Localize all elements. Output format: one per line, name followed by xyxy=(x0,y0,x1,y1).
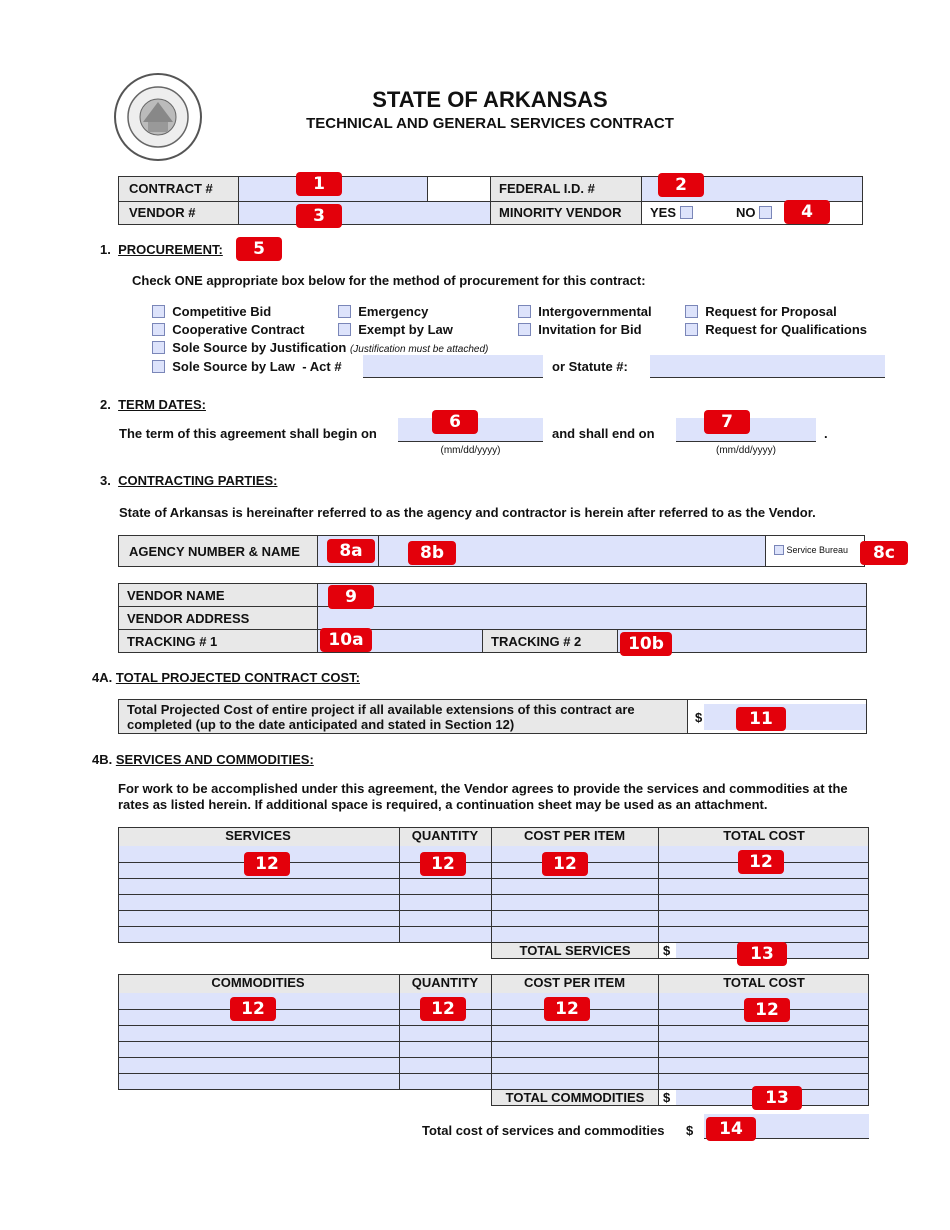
cost-per-item-col-header: COST PER ITEM xyxy=(523,975,626,990)
statute-label: or Statute #: xyxy=(552,359,628,374)
badge-14: 14 xyxy=(706,1117,756,1141)
cost-title: TOTAL PROJECTED CONTRACT COST: xyxy=(115,670,360,685)
option-invitation-for-bid[interactable] xyxy=(518,322,642,337)
grand-total-label: Total cost of services and commodities xyxy=(422,1123,665,1138)
grand-total-dollar: $ xyxy=(686,1123,694,1138)
option-competitive-bid[interactable] xyxy=(152,304,271,319)
option-label: Request for Proposal xyxy=(705,304,837,319)
checkbox[interactable] xyxy=(338,323,351,336)
badge-8b: 8b xyxy=(408,541,456,565)
quantity-col-header: QUANTITY xyxy=(411,828,479,843)
badge-13-commodities: 13 xyxy=(752,1086,802,1110)
badge-12-commodities-cost: 12 xyxy=(544,997,590,1021)
option-label: Sole Source by Justification xyxy=(172,340,347,355)
badge-8c: 8c xyxy=(860,541,908,565)
badge-9: 9 xyxy=(328,585,374,609)
projected-cost-label xyxy=(118,699,688,734)
vendor-name-field[interactable] xyxy=(317,583,867,607)
option-label: Sole Source by Law xyxy=(172,359,296,374)
option-label: Exempt by Law xyxy=(358,322,453,337)
checkbox[interactable] xyxy=(152,323,165,336)
badge-2: 2 xyxy=(658,173,704,197)
contract-label: CONTRACT # xyxy=(118,176,239,202)
service-bureau-option[interactable] xyxy=(774,545,848,555)
option-label: Competitive Bid xyxy=(172,304,272,319)
page-title: STATE OF ARKANSAS xyxy=(372,87,608,112)
services-text-2: rates as listed herein. If additional space is required, a continuation sheet may be used as an attachment. xyxy=(118,797,768,812)
total-cost-col-header: TOTAL COST xyxy=(723,828,805,843)
term-period: . xyxy=(824,426,828,441)
service-bureau-checkbox[interactable] xyxy=(774,545,784,555)
vendor-address-label: VENDOR ADDRESS xyxy=(118,606,318,630)
badge-5: 5 xyxy=(236,237,282,261)
badge-12-services-cost: 12 xyxy=(542,852,588,876)
vendor-number-field[interactable] xyxy=(238,201,491,225)
end-date-hint: (mm/dd/yyyy) xyxy=(716,445,776,456)
badge-8a: 8a xyxy=(327,539,375,563)
tracking2-label: TRACKING # 2 xyxy=(482,629,618,653)
total-commodities-dollar: $ xyxy=(663,1090,671,1105)
total-services-label: TOTAL SERVICES xyxy=(492,943,658,959)
badge-12-services-qty: 12 xyxy=(420,852,466,876)
total-services-dollar: $ xyxy=(663,943,671,958)
term-number: 2. xyxy=(100,397,111,412)
services-title: SERVICES AND COMMODITIES: xyxy=(115,752,314,767)
term-title: TERM DATES: xyxy=(118,397,206,412)
act-number-field[interactable] xyxy=(363,355,543,378)
services-table xyxy=(118,827,869,959)
badge-6: 6 xyxy=(432,410,478,434)
checkbox[interactable] xyxy=(152,305,165,318)
vendor-name-label: VENDOR NAME xyxy=(118,583,318,607)
minority-vendor-label: MINORITY VENDOR xyxy=(490,201,642,225)
vendor-number-label: VENDOR # xyxy=(118,201,239,225)
term-heading xyxy=(100,397,206,412)
services-text-1: For work to be accomplished under this agreement, the Vendor agrees to provide the services and commodities at the xyxy=(118,781,848,796)
procurement-instruction: Check ONE appropriate box below for the method of procurement for this contract: xyxy=(132,273,646,288)
no-label: NO xyxy=(736,205,756,220)
badge-13-services: 13 xyxy=(737,942,787,966)
option-emergency[interactable] xyxy=(338,304,428,319)
badge-1: 1 xyxy=(296,172,342,196)
badge-12-services-total: 12 xyxy=(738,850,784,874)
badge-12-commodities-qty: 12 xyxy=(420,997,466,1021)
procurement-number: 1. xyxy=(100,242,111,257)
start-date-hint: (mm/dd/yyyy) xyxy=(440,445,501,456)
commodities-col-header: COMMODITIES xyxy=(211,975,305,990)
contract-blank xyxy=(427,176,491,202)
procurement-heading xyxy=(100,242,223,257)
procurement-title: PROCUREMENT: xyxy=(118,242,223,257)
checkbox[interactable] xyxy=(152,341,165,354)
total-cost-col-header: TOTAL COST xyxy=(723,975,805,990)
badge-11: 11 xyxy=(736,707,786,731)
parties-number: 3. xyxy=(100,473,111,488)
badge-10a: 10a xyxy=(320,628,372,652)
option-request-for-qualifications[interactable] xyxy=(685,322,867,337)
page-subtitle: TECHNICAL AND GENERAL SERVICES CONTRACT xyxy=(306,115,674,132)
service-bureau-label: Service Bureau xyxy=(786,545,849,555)
term-begin-text: The term of this agreement shall begin on xyxy=(119,426,377,441)
projected-cost-text-1: Total Projected Cost of entire project if all available extensions of this contract are xyxy=(127,702,635,717)
services-heading xyxy=(92,752,314,767)
cost-number: 4A. xyxy=(92,670,113,685)
act-label: - Act # xyxy=(302,359,342,374)
checkbox[interactable] xyxy=(685,323,698,336)
badge-12-commodities-total: 12 xyxy=(744,998,790,1022)
option-label: Cooperative Contract xyxy=(172,322,305,337)
option-label: Intergovernmental xyxy=(538,304,652,319)
checkbox[interactable] xyxy=(518,305,531,318)
option-intergovernmental[interactable] xyxy=(518,304,652,319)
cost-per-item-col-header: COST PER ITEM xyxy=(523,828,626,843)
term-end-text: and shall end on xyxy=(552,426,655,441)
badge-4: 4 xyxy=(784,200,830,224)
tracking1-label: TRACKING # 1 xyxy=(118,629,318,653)
services-number: 4B. xyxy=(92,752,113,767)
checkbox[interactable] xyxy=(518,323,531,336)
no-checkbox[interactable] xyxy=(759,206,772,219)
justification-note: (Justification must be attached) xyxy=(349,344,489,355)
badge-10b: 10b xyxy=(620,632,672,656)
no-option[interactable] xyxy=(736,205,772,220)
total-commodities-label: TOTAL COMMODITIES xyxy=(492,1090,658,1106)
projected-cost-text-2: completed (up to the date anticipated and stated in Section 12) xyxy=(127,717,515,732)
option-cooperative-contract[interactable] xyxy=(152,322,304,337)
badge-3: 3 xyxy=(296,204,342,228)
services-col-header: SERVICES xyxy=(225,828,291,843)
checkbox[interactable] xyxy=(338,305,351,318)
quantity-col-header: QUANTITY xyxy=(411,975,479,990)
parties-heading xyxy=(100,473,277,488)
cost-heading xyxy=(92,670,360,685)
option-label: Request for Qualifications xyxy=(705,322,868,337)
option-request-for-proposal[interactable] xyxy=(685,304,837,319)
projected-cost-dollar: $ xyxy=(695,710,703,725)
federal-id-label: FEDERAL I.D. # xyxy=(490,176,642,202)
badge-7: 7 xyxy=(704,410,750,434)
services-text xyxy=(118,781,848,813)
checkbox[interactable] xyxy=(152,360,165,373)
option-sole-source-justification[interactable] xyxy=(152,340,488,355)
statute-number-field[interactable] xyxy=(650,355,885,378)
option-label: Emergency xyxy=(358,304,429,319)
badge-12-services: 12 xyxy=(244,852,290,876)
vendor-address-field[interactable] xyxy=(317,606,867,630)
checkbox[interactable] xyxy=(685,305,698,318)
agency-label: AGENCY NUMBER & NAME xyxy=(118,535,318,567)
option-label: Invitation for Bid xyxy=(538,322,642,337)
badge-12-commodities: 12 xyxy=(230,997,276,1021)
yes-checkbox[interactable] xyxy=(680,206,693,219)
yes-option[interactable] xyxy=(650,205,693,220)
option-sole-source-law[interactable] xyxy=(152,359,342,374)
option-exempt-by-law[interactable] xyxy=(338,322,453,337)
parties-title: CONTRACTING PARTIES: xyxy=(118,473,278,488)
yes-label: YES xyxy=(650,205,677,220)
parties-text: State of Arkansas is hereinafter referred to as the agency and contractor is herein after referred to as the Vendor. xyxy=(119,505,816,520)
